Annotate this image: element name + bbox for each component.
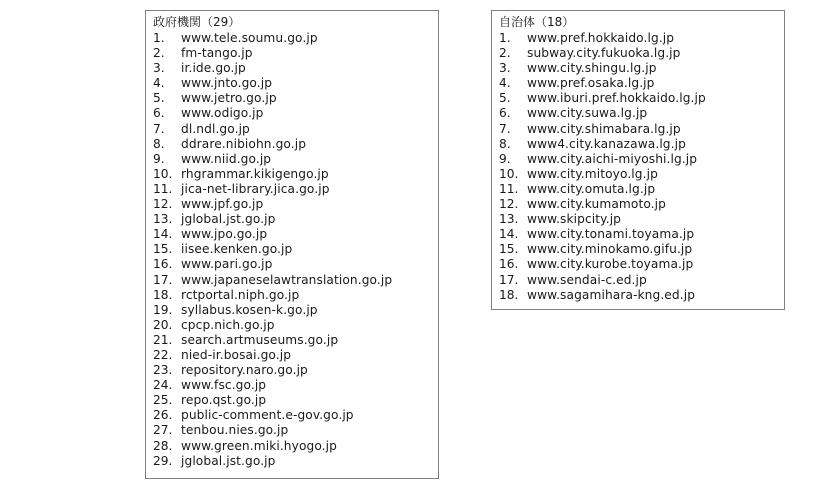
item-number: 6. <box>153 106 165 121</box>
list-item <box>499 197 706 212</box>
list-item <box>153 303 392 318</box>
site-domain: rhgrammar.kikigengo.jp <box>181 166 329 181</box>
site-domain: jglobal.jst.go.jp <box>181 453 276 468</box>
item-number: 11. <box>153 181 173 196</box>
municipalities-title: 自治体（18） <box>499 15 575 29</box>
list-item <box>153 378 392 393</box>
site-domain: repo.qst.go.jp <box>181 393 267 408</box>
item-number: 16. <box>499 257 519 272</box>
site-domain: www.pari.go.jp <box>181 257 273 272</box>
item-number: 3. <box>153 61 165 76</box>
list-item <box>153 106 392 121</box>
list-item <box>499 242 706 257</box>
item-number: 2. <box>153 46 165 61</box>
list-item <box>153 439 392 454</box>
list-item <box>153 257 392 272</box>
site-domain: www.jpf.go.jp <box>181 197 264 212</box>
list-item <box>153 333 392 348</box>
item-number: 15. <box>153 242 173 257</box>
list-item <box>153 167 392 182</box>
item-number: 1. <box>499 31 511 45</box>
list-item <box>153 212 392 227</box>
item-number: 14. <box>153 227 173 242</box>
site-domain: www.city.omuta.lg.jp <box>527 181 656 196</box>
list-item <box>499 273 706 288</box>
list-item <box>153 46 392 61</box>
list-item <box>153 393 392 408</box>
list-item <box>153 91 392 106</box>
list-item <box>153 197 392 212</box>
site-domain: www.pref.osaka.lg.jp <box>527 76 655 91</box>
site-domain: www.tele.soumu.go.jp <box>181 31 318 45</box>
list-item <box>153 152 392 167</box>
item-number: 2. <box>499 46 511 61</box>
item-number: 1. <box>153 31 165 45</box>
list-item <box>153 31 392 46</box>
item-number: 10. <box>153 166 173 181</box>
item-number: 20. <box>153 317 173 332</box>
site-domain: www.skipcity.jp <box>527 212 622 227</box>
site-domain: public-comment.e-gov.go.jp <box>181 408 354 423</box>
list-item <box>499 152 706 167</box>
site-domain: www.city.aichi-miyoshi.lg.jp <box>527 151 698 166</box>
site-domain: www.sagamihara-kng.ed.jp <box>527 287 696 302</box>
list-item <box>499 76 706 91</box>
item-number: 18. <box>499 287 519 302</box>
site-domain: ir.ide.go.jp <box>181 61 246 76</box>
list-item <box>153 137 392 152</box>
list-item <box>499 122 706 137</box>
site-domain: www4.city.kanazawa.lg.jp <box>527 136 686 151</box>
site-domain: www.city.tonami.toyama.jp <box>527 227 695 242</box>
item-number: 4. <box>153 76 165 91</box>
list-item <box>153 61 392 76</box>
site-domain: subway.city.fukuoka.lg.jp <box>527 46 681 61</box>
list-item <box>499 46 706 61</box>
item-number: 18. <box>153 287 173 302</box>
list-item <box>153 242 392 257</box>
item-number: 5. <box>499 91 511 106</box>
list-item <box>153 273 392 288</box>
list-item <box>153 76 392 91</box>
item-number: 13. <box>499 212 519 227</box>
site-domain: www.city.suwa.lg.jp <box>527 106 648 121</box>
list-item <box>499 212 706 227</box>
list-item <box>153 408 392 423</box>
list-item <box>499 61 706 76</box>
list-item <box>153 318 392 333</box>
government-sites-list <box>153 31 392 469</box>
item-number: 9. <box>153 151 165 166</box>
site-domain: www.sendai-c.ed.jp <box>527 272 647 287</box>
list-item <box>499 91 706 106</box>
item-number: 5. <box>153 91 165 106</box>
item-number: 7. <box>153 121 165 136</box>
item-number: 12. <box>153 197 173 212</box>
site-domain: www.odigo.jp <box>181 106 264 121</box>
site-domain: www.city.shimabara.lg.jp <box>527 121 681 136</box>
site-domain: cpcp.nich.go.jp <box>181 317 275 332</box>
item-number: 12. <box>499 197 519 212</box>
item-number: 15. <box>499 242 519 257</box>
list-item <box>499 288 706 303</box>
list-item <box>499 182 706 197</box>
site-domain: www.city.mitoyo.lg.jp <box>527 166 658 181</box>
item-number: 25. <box>153 393 173 408</box>
site-domain: www.niid.go.jp <box>181 151 272 166</box>
item-number: 22. <box>153 347 173 362</box>
site-domain: search.artmuseums.go.jp <box>181 332 339 347</box>
list-item <box>499 137 706 152</box>
government-agencies-box <box>145 10 439 479</box>
item-number: 11. <box>499 181 519 196</box>
site-domain: www.city.kurobe.toyama.jp <box>527 257 694 272</box>
list-item <box>499 106 706 121</box>
list-item <box>153 363 392 378</box>
site-domain: www.pref.hokkaido.lg.jp <box>527 31 675 45</box>
item-number: 23. <box>153 363 173 378</box>
item-number: 8. <box>153 136 165 151</box>
item-number: 8. <box>499 136 511 151</box>
site-domain: iisee.kenken.go.jp <box>181 242 293 257</box>
site-domain: www.city.minokamo.gifu.jp <box>527 242 693 257</box>
item-number: 17. <box>153 272 173 287</box>
item-number: 7. <box>499 121 511 136</box>
item-number: 13. <box>153 212 173 227</box>
list-item <box>153 454 392 469</box>
list-item <box>153 348 392 363</box>
site-domain: www.iburi.pref.hokkaido.lg.jp <box>527 91 706 106</box>
site-domain: www.jpo.go.jp <box>181 227 268 242</box>
municipal-sites-list <box>499 31 706 303</box>
site-domain: jica-net-library.jica.go.jp <box>181 181 330 196</box>
site-domain: fm-tango.jp <box>181 46 253 61</box>
list-item <box>153 122 392 137</box>
list-item <box>153 423 392 438</box>
site-domain: www.city.shingu.lg.jp <box>527 61 657 76</box>
site-domain: jglobal.jst.go.jp <box>181 212 276 227</box>
item-number: 26. <box>153 408 173 423</box>
site-domain: www.green.miki.hyogo.jp <box>181 438 337 453</box>
site-domain: www.jetro.go.jp <box>181 91 277 106</box>
site-domain: www.fsc.go.jp <box>181 378 267 393</box>
item-number: 19. <box>153 302 173 317</box>
item-number: 29. <box>153 453 173 468</box>
list-item <box>499 257 706 272</box>
item-number: 9. <box>499 151 511 166</box>
list-item <box>153 182 392 197</box>
government-agencies-title: 政府機関（29） <box>153 15 241 29</box>
site-domain: tenbou.nies.go.jp <box>181 423 289 438</box>
item-number: 14. <box>499 227 519 242</box>
municipalities-box <box>491 10 785 310</box>
item-number: 24. <box>153 378 173 393</box>
site-domain: rctportal.niph.go.jp <box>181 287 300 302</box>
item-number: 10. <box>499 166 519 181</box>
list-item <box>499 227 706 242</box>
site-domain: dl.ndl.go.jp <box>181 121 250 136</box>
site-domain: www.jnto.go.jp <box>181 76 273 91</box>
item-number: 27. <box>153 423 173 438</box>
item-number: 4. <box>499 76 511 91</box>
list-item <box>153 288 392 303</box>
list-item <box>499 31 706 46</box>
site-domain: repository.naro.go.jp <box>181 363 308 378</box>
item-number: 16. <box>153 257 173 272</box>
site-domain: ddrare.nibiohn.go.jp <box>181 136 307 151</box>
site-domain: www.japaneselawtranslation.go.jp <box>181 272 393 287</box>
item-number: 28. <box>153 438 173 453</box>
item-number: 21. <box>153 332 173 347</box>
item-number: 17. <box>499 272 519 287</box>
list-item <box>499 167 706 182</box>
site-domain: www.city.kumamoto.jp <box>527 197 666 212</box>
site-domain: syllabus.kosen-k.go.jp <box>181 302 318 317</box>
item-number: 3. <box>499 61 511 76</box>
list-item <box>153 227 392 242</box>
site-domain: nied-ir.bosai.go.jp <box>181 347 292 362</box>
item-number: 6. <box>499 106 511 121</box>
